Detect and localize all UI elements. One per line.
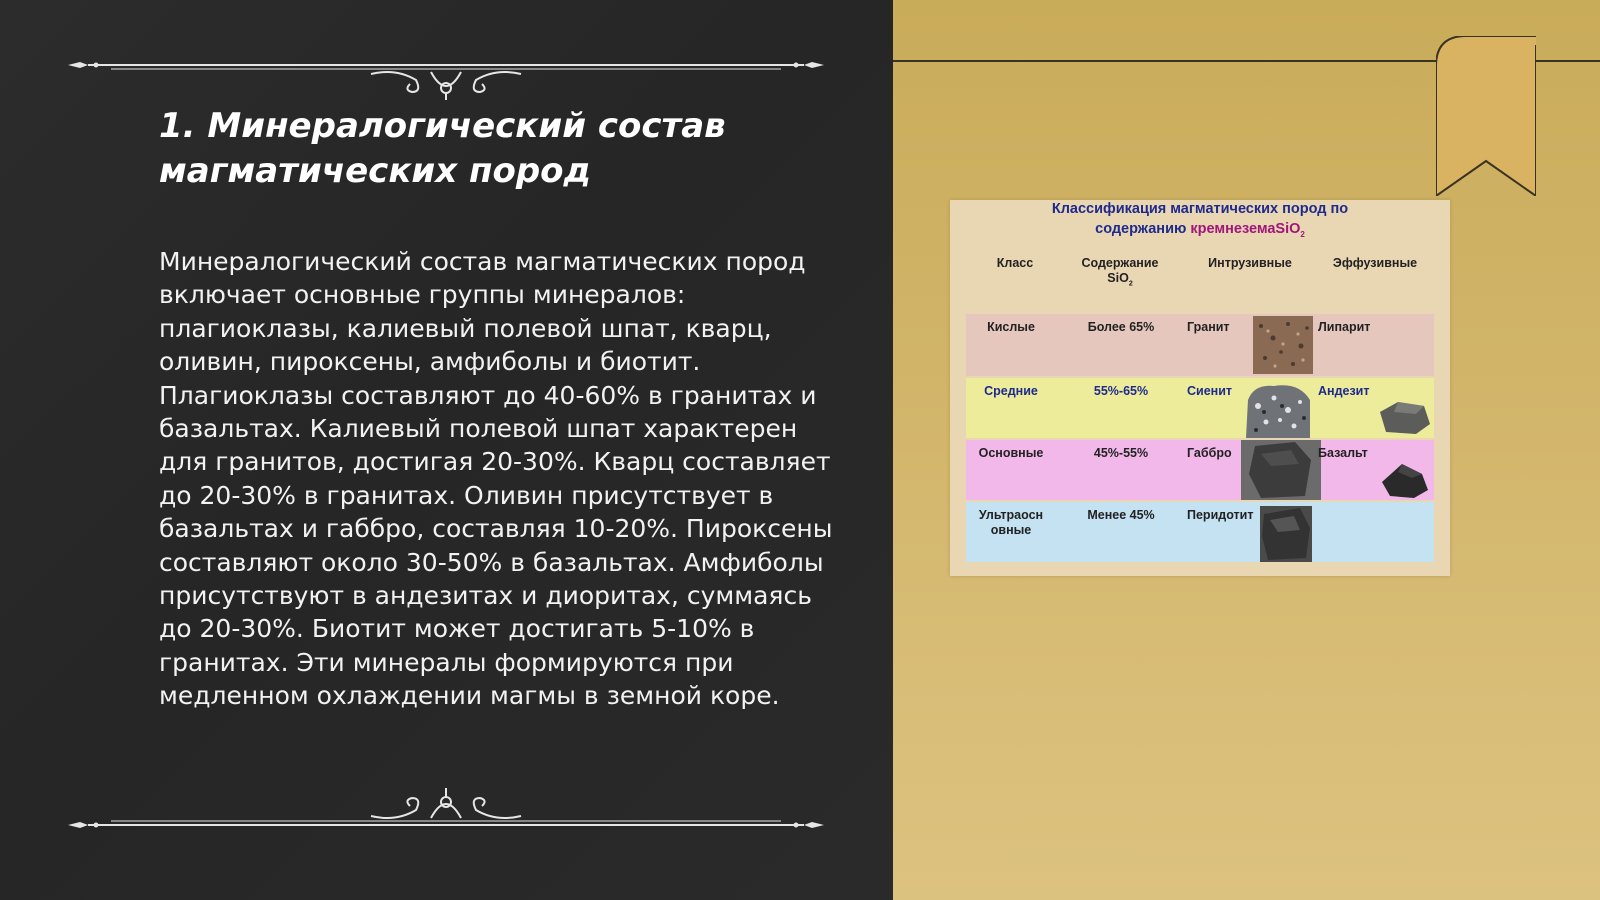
- andesite-sample-icon: [1376, 398, 1432, 436]
- header-class: Класс: [996, 256, 1034, 270]
- table-row-basic: [966, 440, 1434, 500]
- table-row-acidic: [966, 314, 1434, 376]
- syenite-sample-icon: [1244, 380, 1312, 438]
- cell-intrusive: Габбро: [1187, 446, 1232, 460]
- table-title-line2: [950, 219, 1450, 245]
- cell-intrusive: Гранит: [1187, 320, 1230, 334]
- table-title-prefix: содержанию: [1095, 221, 1191, 237]
- classification-table: [950, 200, 1450, 576]
- table-title-accent: кремнеземаSiO: [1190, 221, 1301, 237]
- basalt-sample-icon: [1376, 458, 1432, 500]
- slide-title: 1. Минералогический состав магматических пород: [159, 106, 726, 191]
- slide-body-text: Минералогический состав магматических пород включает основные группы минералов: плагиоклазы, калиевый полевой шпат, кварц, оливин, пироксены, амфиболы и биотит. Плагиоклазы составляют до 40-60% в гранитах и базальтах. Калиевый полевой шпат характерен для гранитов, достигая 20-30%. Кварц составляет до 20-30% в гранитах. Оливин присутствует в базальтах и габбро, составляя 10-20%. Пироксены составляют около 30-50% в базальтах. Амфиболы присутствуют в андезитах и диоритах, суммаясь до 20-30%. Биотит может достигать 5-10% в гранитах. Эти минералы формируются при медленном охлаждении магмы в земной коре.: [159, 247, 833, 711]
- bottom-ornament-icon: [66, 770, 826, 830]
- cell-effusive: Базальт: [1318, 446, 1368, 460]
- header-content-line2: [1065, 271, 1175, 292]
- cell-content: 55%-65%: [1093, 384, 1149, 398]
- cell-content: Более 65%: [1087, 320, 1155, 334]
- cell-class: Средние: [984, 384, 1038, 398]
- header-sio-text: SiO: [1107, 271, 1129, 285]
- header-content-line1: Содержание: [1081, 256, 1159, 270]
- header-intrusive: Интрузивные: [1208, 256, 1292, 270]
- bookmark-ribbon-icon: [1436, 36, 1536, 196]
- cell-class: Ультраосн овные: [978, 508, 1044, 537]
- cell-class: Кислые: [987, 320, 1035, 334]
- table-row-intermediate: [966, 378, 1434, 438]
- cell-content: Менее 45%: [1087, 508, 1155, 522]
- header-effusive: Эффузивные: [1332, 256, 1418, 270]
- gabbro-sample-icon: [1241, 440, 1321, 500]
- header-content: [1065, 256, 1175, 292]
- header-sio-sub: 2: [1128, 280, 1133, 288]
- table-row-ultrabasic: [966, 502, 1434, 562]
- granite-sample-icon: [1253, 316, 1313, 374]
- top-ornament-icon: [66, 40, 826, 100]
- table-title-sub: 2: [1300, 229, 1305, 239]
- cell-content: 45%-55%: [1093, 446, 1149, 460]
- table-title-line1: Классификация магматических пород по: [1051, 201, 1349, 217]
- cell-intrusive: Сиенит: [1187, 384, 1233, 398]
- peridotite-sample-icon: [1260, 506, 1312, 562]
- cell-effusive: Липарит: [1318, 320, 1371, 334]
- cell-effusive: Андезит: [1318, 384, 1370, 398]
- cell-class: Основные: [978, 446, 1044, 460]
- cell-intrusive: Перидотит: [1187, 508, 1254, 522]
- table-title: [950, 200, 1450, 245]
